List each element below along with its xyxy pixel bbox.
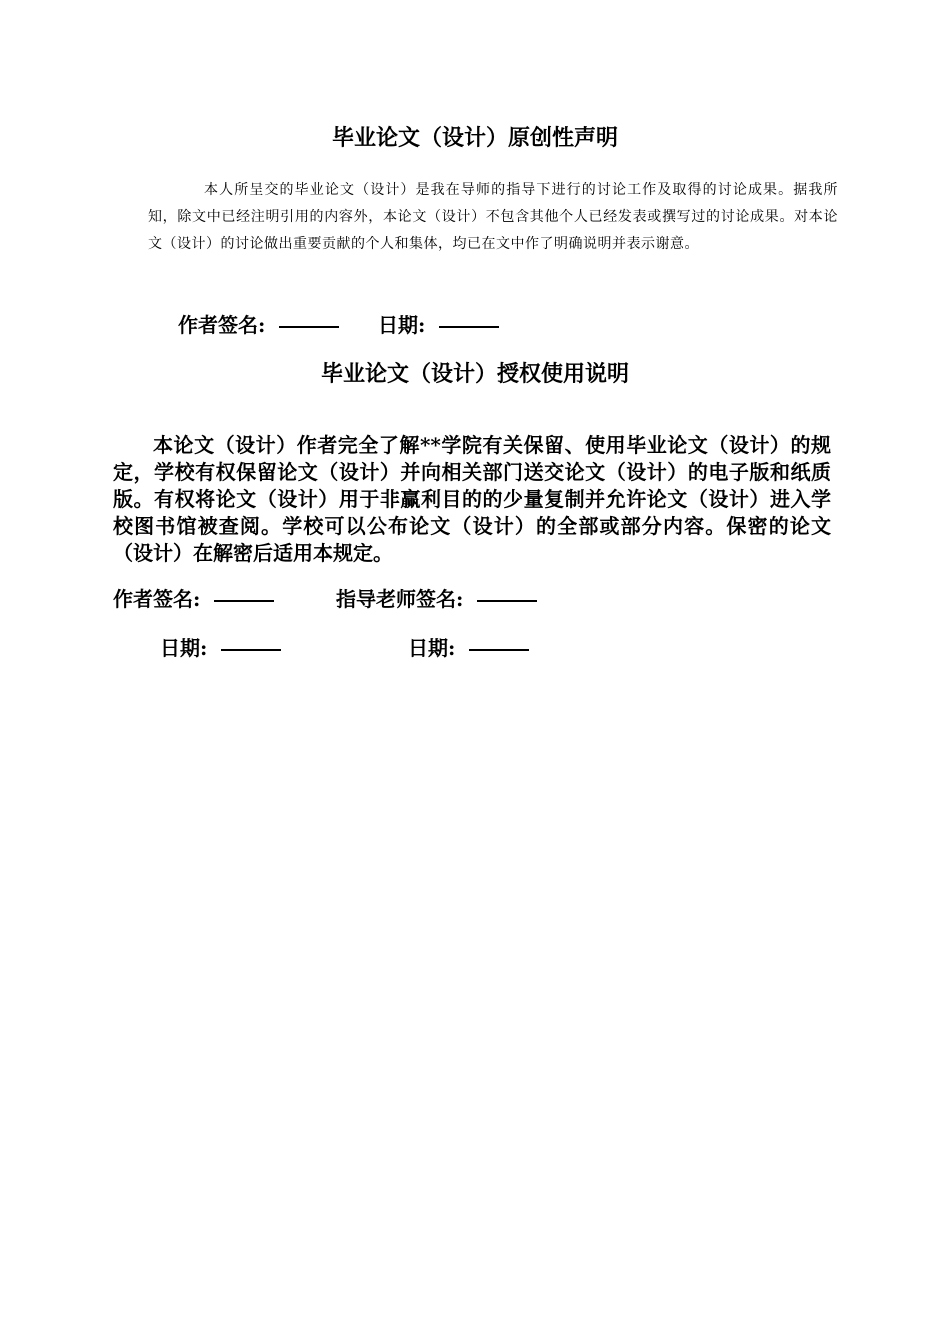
authorization-advisor-date xyxy=(408,632,529,661)
originality-statement: 本人所呈交的毕业论文（设计）是我在导师的指导下进行的讨论工作及取得的讨论成果。据我所知，除文中已经注明引用的内容外，本论文（设计）不包含其他个人已经发表或撰写过的讨论成果。对本论文（设计）的讨论做出重要贡献的个人和集体，均已在文中作了明确说明并表示谢意。 xyxy=(148,182,838,252)
author-signature-blank[interactable] xyxy=(214,599,274,602)
author-signature-blank[interactable] xyxy=(279,325,339,328)
originality-title: 毕业论文（设计）原创性声明 xyxy=(331,125,618,151)
authorization-title: 毕业论文（设计）授权使用说明 xyxy=(320,361,629,387)
date-label: 日期: xyxy=(160,636,208,660)
authorization-author-date xyxy=(160,632,281,661)
date-label: 日期: xyxy=(378,313,426,337)
authorization-author-signature xyxy=(113,583,274,612)
date-blank[interactable] xyxy=(221,648,281,651)
authorization-statement: 本论文（设计）作者完全了解**学院有关保留、使用毕业论文（设计）的规定，学校有权保留论文（设计）并向相关部门送交论文（设计）的电子版和纸质版。有权将论文（设计）用于非赢利目的的少量复制并允许论文（设计）进入学校图书馆被查阅。学校可以公布论文（设计）的全部或部分内容。保密的论文（设计）在解密后适用本规定。 xyxy=(113,433,831,565)
authorization-advisor-signature xyxy=(336,583,537,612)
date-blank[interactable] xyxy=(439,325,499,328)
author-signature-label: 作者签名: xyxy=(113,587,201,611)
author-signature-label: 作者签名: xyxy=(178,313,266,337)
originality-author-signature xyxy=(178,309,339,338)
date-label: 日期: xyxy=(408,636,456,660)
originality-date xyxy=(378,309,499,338)
date-blank[interactable] xyxy=(469,648,529,651)
advisor-signature-blank[interactable] xyxy=(477,599,537,602)
advisor-signature-label: 指导老师签名: xyxy=(336,587,464,611)
